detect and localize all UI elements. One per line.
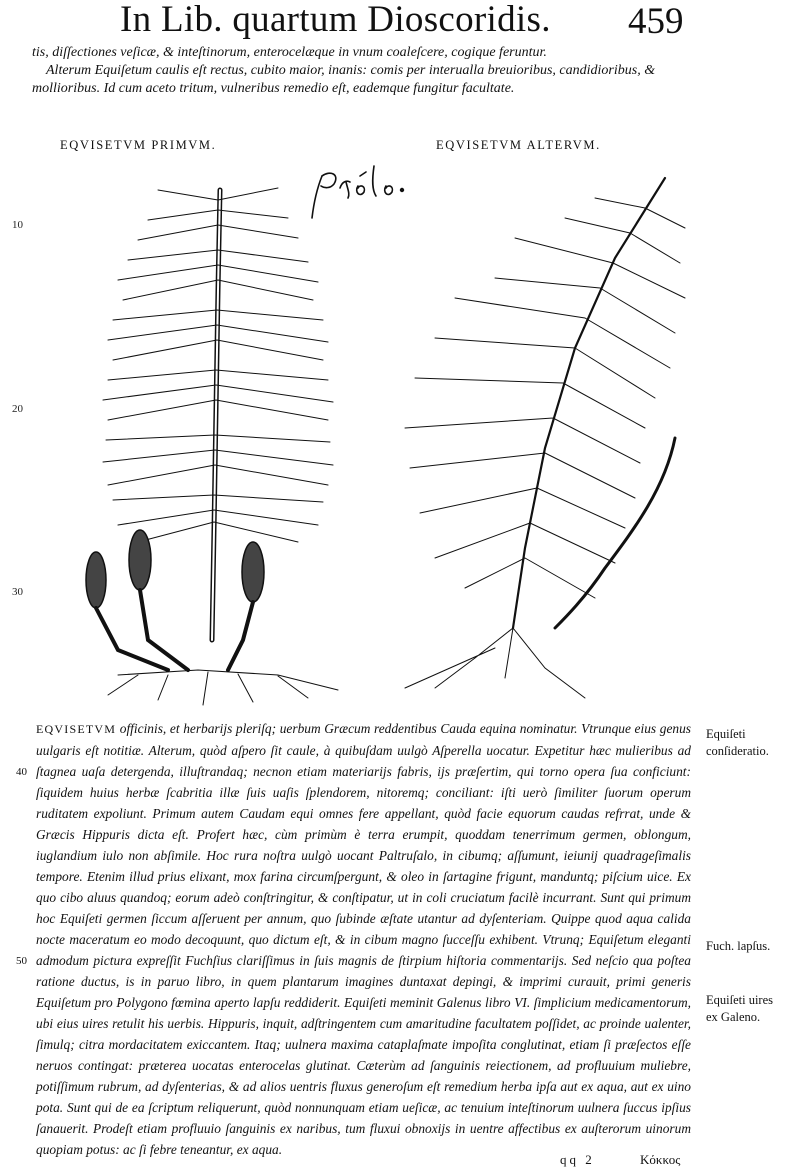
side-note-consideratio: Equiſeti conſideratio. (706, 727, 769, 758)
signature-mark: qq 2 (560, 1152, 595, 1167)
intro-line: tis, diſſectiones veſicæ, & inteſtinorum, enterocelæque in vnum coaleſcere, cogique feruntur. (32, 45, 547, 60)
page-header (0, 0, 787, 40)
intro-paragraph: Alterum Equiſetum caulis eſt rectus, cubito maior, inanis: comis per interualla breuioribus, candidioribus, & mollioribus. Id cum aceto tritum, vulneribus remedio eſt, eademque fungitur facultate. (32, 63, 656, 96)
side-note-uires-galeno: Equiſeti uires ex Galeno. (706, 993, 773, 1024)
caption-equisetum-alterum: EQVISETVM ALTERVM. (436, 138, 601, 152)
margin-number: 50 (16, 955, 27, 967)
margin-number: 20 (12, 403, 23, 415)
equisetum-primum-illustration (78, 170, 358, 710)
commentary-paragraph (36, 718, 691, 1160)
equisetum-alterum-illustration (395, 168, 695, 708)
catchword: Κόκκος (640, 1152, 681, 1167)
page-number: 459 (628, 1, 684, 42)
opening-word: EQVISETVM (36, 722, 117, 736)
commentary-text (36, 718, 691, 1160)
margin-number: 40 (16, 766, 27, 778)
margin-number: 10 (12, 219, 23, 231)
commentary-body: officinis, et herbarijs pleriſq; uerbum Græcum reddentibus Cauda equina nominatur. Vtrunque eius genus uulgaris eſt notitiæ. Alterum, quòd aſpero ſit caule, à quibuſdam uulgò Aſperella uocatur. Expetitur hæc mulieribus ad ſtagnea uaſa detergenda, illuſtrandaq; necnon etiam materiarijs fabris, ijs præſertim, qui torno opera ſua conficiunt: ſiquidem huius herbæ ſcabritia illæ ſuis uaſis ſplendorem, nitoremq; conciliant: iſti uerò ſimiliter ſuorum operum ruditatem expoliunt. Primum autem Caudam equi omnes fere appellant, quòd facie equorum caudas refrrat, unde & Græcis Hippuris dicta eſt. Profert hæc, cùm primùm è terra erumpit, quoddam tenerrimum germen, oblongum, iuglandium iulo non abſimile. Hoc rura noſtra uulgò uocant Paltruſalo, in cibumq; aſſumunt, ieiunij quadrageſimalis tempore. Etenim illud prius elixant, mox farina circumſpergunt, & oleo in ſartagine frigunt, manduntq; piſcium uice. Ex quo cibo aluus quandoq; eorum adeò conſtringitur, & conſtipatur, ut in coli cruciatum facilè incurrant. Sunt qui primum hoc Equiſeti germen ſiccum aſſeruent per annum, quo ſubinde æſtate utantur ad dyſenteriam. Quippe quod aqua calida nocte maceratum eo modo decoquunt, quo dictum eſt, & in cibum magno ſucceſſu exhibent. Vtrunq; Equiſetum eleganti admodum pictura expreſſit Fuchſius clariſſimus in ſuis magnis de ſtirpium hiſtoria commentarijs. Sed neſcio qua poſtea ratione ductus, is in paruo libro, in quem plantarum imagines duntaxat depingi, & imprimi curauit, primi generis Equiſetum pro Polygono fœmina aperto lapſu reddiderit. Equiſeti meminit Galenus libro VI. ſimplicium medicamentorum, ubi eius uires retulit his uerbis. Hippuris, inquit, adſtringentem cum amaritudine facultatem poſſidet, ac proinde ualenter, ſimulq; citra mordacitatem exiccantem. Itaq; uulnera maxima cataplaſmate impoſita conglutinat, etiam ſi præſectos eſſe neruos contingat: præterea uocatas enterocelas glutinat. Cæterùm ad ſanguinis reiectionem, ad profluuium muliebre, potiſſimum rubrum, ad dyſenterias, & ad alios uentris fluxus generoſum eſt remedium herba ipſa aut ex aqua, aut ex uino pota. Sunt qui de ea ſcriptum reliquerunt, quòd nonnunquam etiam ueſicæ, ac tenuium inteſtinorum uulnera ſuccus ipſius ſanauerit. Prodeſt etiam profluuio ſanguinis ex naribus, tum fluxui obnoxijs in uentre affectibus ex auſterorum uinorum quopiam potus: ac ſi febre teneantur, ex aqua. (36, 721, 691, 1157)
margin-number: 30 (12, 586, 23, 598)
side-note-fuch-lapsus: Fuch. lapſus. (706, 939, 771, 953)
running-title: In Lib. quartum Dioscoridis. (120, 0, 551, 40)
caption-equisetum-primum: EQVISETVM PRIMVM. (60, 138, 217, 152)
intro-text (32, 44, 672, 98)
